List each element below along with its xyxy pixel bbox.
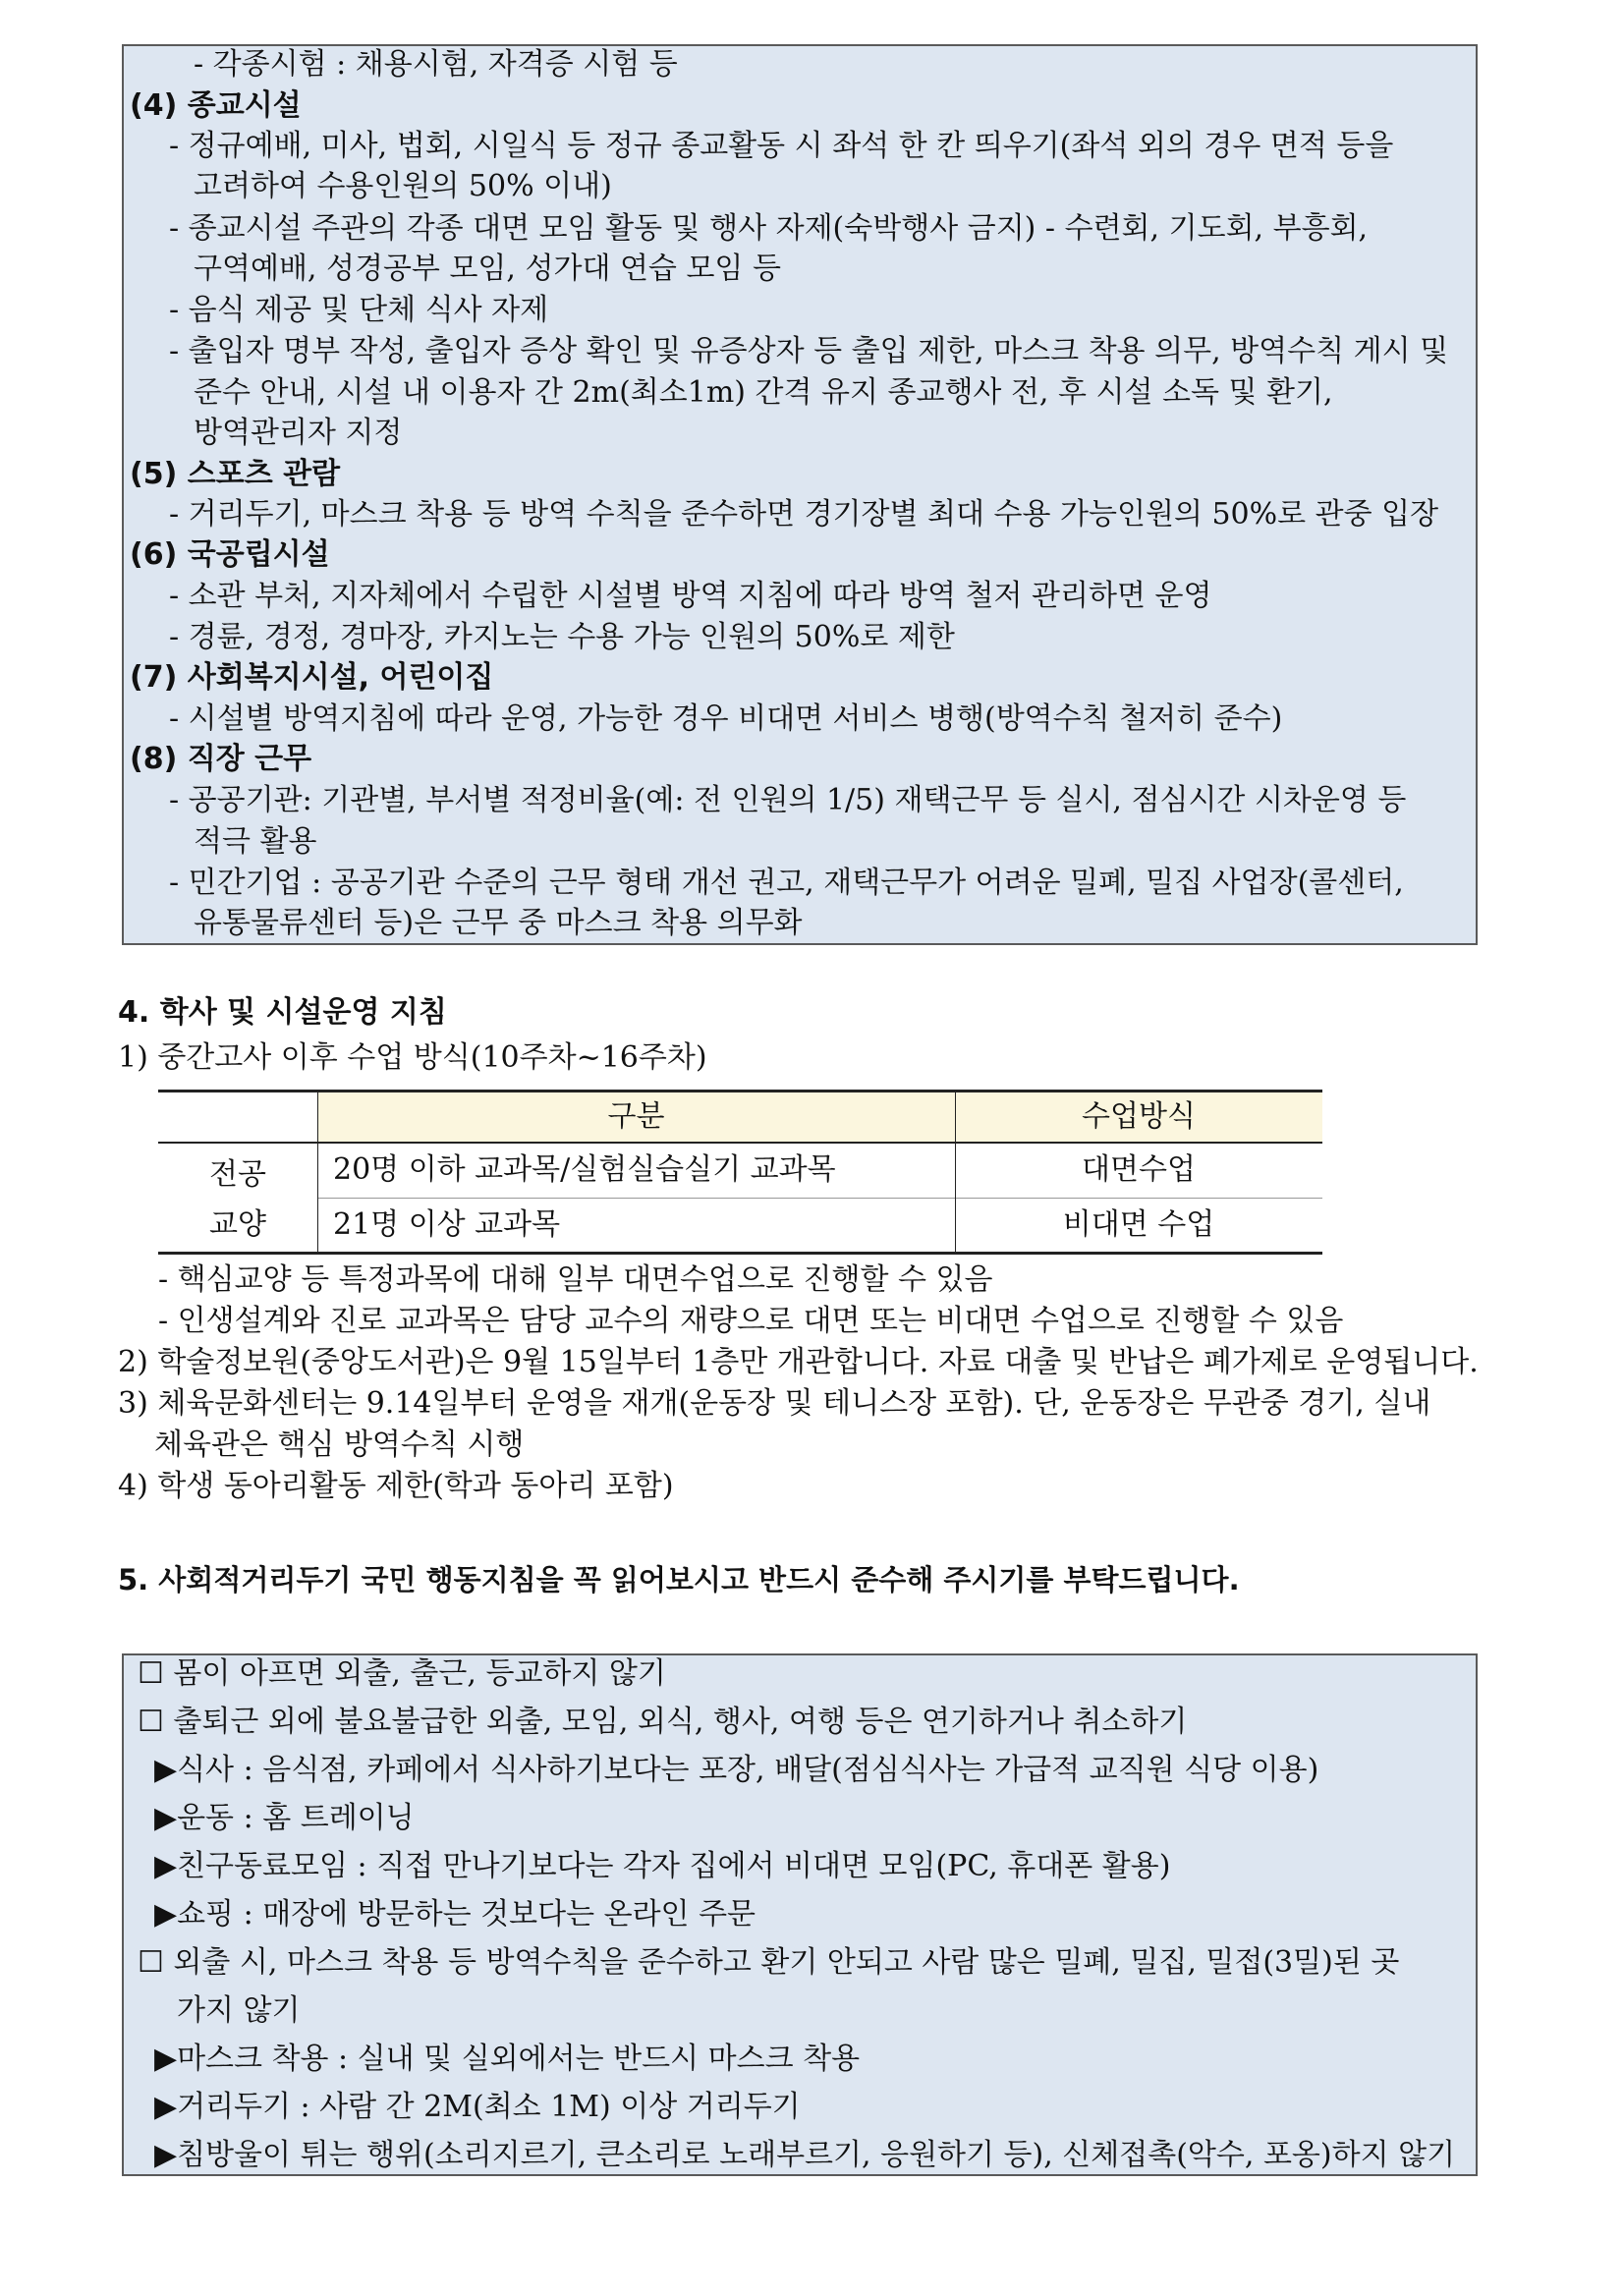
box1-heading-sports: (5) 스포츠 관람 bbox=[130, 457, 341, 491]
box2-line: ▶식사 : 음식점, 카페에서 식사하기보다는 포장, 배달(점심식사는 가급적 교직원 식당 이용) bbox=[154, 1753, 1319, 1787]
box1-line: 준수 안내, 시설 내 이용자 간 2m(최소1m) 간격 유지 종교행사 전, 후 시설 소독 및 환기, bbox=[194, 375, 1333, 410]
section5-heading: 5. 사회적거리두기 국민 행동지침을 꼭 읽어보시고 반드시 준수해 주시기를 부탁드립니다. bbox=[118, 1563, 1240, 1596]
box2-line: ☐ 외출 시, 마스크 착용 등 방역수칙을 준수하고 환기 안되고 사람 많은 밀폐, 밀집, 밀접(3밀)된 곳 bbox=[138, 1945, 1400, 1980]
box1-line: 적극 활용 bbox=[194, 824, 317, 859]
section4-heading: 4. 학사 및 시설운영 지침 bbox=[118, 995, 447, 1030]
table-header-method: 수업방식 bbox=[1082, 1099, 1196, 1134]
box1-line: - 각종시험 : 채용시험, 자격증 시험 등 bbox=[194, 47, 678, 82]
table-row-subject: 20명 이하 교과목/실험실습실기 교과목 bbox=[333, 1152, 836, 1187]
box1-heading-work: (8) 직장 근무 bbox=[130, 742, 312, 776]
table-border-header bbox=[158, 1142, 1322, 1144]
box1-line: - 시설별 방역지침에 따라 운영, 가능한 경우 비대면 서비스 병행(방역수칙 철저히 준수) bbox=[169, 701, 1283, 736]
table-group-major: 전공 bbox=[209, 1157, 266, 1192]
box2-line: ▶친구동료모임 : 직접 만나기보다는 각자 집에서 비대면 모임(PC, 휴대폰 활용) bbox=[154, 1849, 1171, 1883]
box1-line: 방역관리자 지정 bbox=[194, 416, 403, 450]
section4-item-library: 2) 학술정보원(중앙도서관)은 9월 15일부터 1층만 개관합니다. 자료 대출 및 반납은 폐가제로 운영됩니다. bbox=[118, 1345, 1479, 1379]
box1-line: - 민간기업 : 공공기관 수준의 근무 형태 개선 권고, 재택근무가 어려운 밀폐, 밀집 사업장(콜센터, bbox=[169, 866, 1404, 900]
box1-heading-public: (6) 국공립시설 bbox=[130, 537, 330, 572]
table-row-method: 대면수업 bbox=[1082, 1152, 1196, 1187]
box1-line: 구역예배, 성경공부 모임, 성가대 연습 모임 등 bbox=[194, 252, 781, 286]
table-border-row bbox=[317, 1198, 1322, 1199]
table-border-bottom bbox=[158, 1252, 1322, 1255]
box2-line: ☐ 출퇴근 외에 불요불급한 외출, 모임, 외식, 행사, 여행 등은 연기하거나 취소하기 bbox=[138, 1705, 1188, 1739]
box2-line: ▶침방울이 튀는 행위(소리지르기, 큰소리로 노래부르기, 응원하기 등), 신체접촉(악수, 포옹)하지 않기 bbox=[154, 2138, 1456, 2172]
section4-sub1: 1) 중간고사 이후 수업 방식(10주차~16주차) bbox=[118, 1040, 707, 1075]
box1-line: - 출입자 명부 작성, 출입자 증상 확인 및 유증상자 등 출입 제한, 마스크 착용 의무, 방역수칙 게시 및 bbox=[169, 334, 1449, 368]
box1-line: - 음식 제공 및 단체 식사 자제 bbox=[169, 293, 549, 327]
box1-line: 고려하여 수용인원의 50% 이내) bbox=[194, 169, 612, 203]
box1-line: - 종교시설 주관의 각종 대면 모임 활동 및 행사 자제(숙박행사 금지) - 수련회, 기도회, 부흥회, bbox=[169, 211, 1369, 246]
table-header-category: 구분 bbox=[607, 1099, 665, 1134]
box2-line: 가지 않기 bbox=[177, 1993, 301, 2028]
box1-line: - 공공기관: 기관별, 부서별 적정비율(예: 전 인원의 1/5) 재택근무 등 실시, 점심시간 시차운영 등 bbox=[169, 783, 1407, 817]
box1-line: - 소관 부처, 지자체에서 수립한 시설별 방역 지침에 따라 방역 철저 관리하면 운영 bbox=[169, 579, 1212, 613]
box2-line: ▶거리두기 : 사람 간 2M(최소 1M) 이상 거리두기 bbox=[154, 2090, 801, 2124]
section4-item-clubs: 4) 학생 동아리활동 제한(학과 동아리 포함) bbox=[118, 1469, 674, 1503]
table-row-subject: 21명 이상 교과목 bbox=[333, 1207, 561, 1242]
box1-line: - 거리두기, 마스크 착용 등 방역 수칙을 준수하면 경기장별 최대 수용 가능인원의 50%로 관중 입장 bbox=[169, 497, 1439, 532]
box1-line: - 경륜, 경정, 경마장, 카지노는 수용 가능 인원의 50%로 제한 bbox=[169, 620, 955, 654]
box2-line: ▶쇼핑 : 매장에 방문하는 것보다는 온라인 주문 bbox=[154, 1897, 756, 1932]
box2-line: ▶마스크 착용 : 실내 및 실외에서는 반드시 마스크 착용 bbox=[154, 2042, 861, 2076]
box2-line: ▶운동 : 홈 트레이닝 bbox=[154, 1801, 415, 1835]
table-group-liberal: 교양 bbox=[209, 1207, 266, 1242]
box1-heading-welfare: (7) 사회복지시설, 어린이집 bbox=[130, 660, 494, 695]
section4-note: - 인생설계와 진로 교과목은 담당 교수의 재량으로 대면 또는 비대면 수업으로 진행할 수 있음 bbox=[158, 1304, 1344, 1338]
section4-note: - 핵심교양 등 특정과목에 대해 일부 대면수업으로 진행할 수 있음 bbox=[158, 1262, 993, 1297]
table-border-top bbox=[158, 1090, 1322, 1092]
section4-item-continued: 체육관은 핵심 방역수칙 시행 bbox=[154, 1428, 525, 1462]
box1-line: 유통물류센터 등)은 근무 중 마스크 착용 의무화 bbox=[194, 906, 803, 940]
box1-heading-religious: (4) 종교시설 bbox=[130, 88, 302, 123]
class-method-table bbox=[158, 1090, 1322, 1255]
box1-line: - 정규예배, 미사, 법회, 시일식 등 정규 종교활동 시 좌석 한 칸 띄우기(좌석 외의 경우 면적 등을 bbox=[169, 129, 1394, 163]
table-row-method: 비대면 수업 bbox=[1062, 1207, 1215, 1242]
box2-line: ☐ 몸이 아프면 외출, 출근, 등교하지 않기 bbox=[138, 1656, 666, 1691]
section4-item-sports-center: 3) 체육문화센터는 9.14일부터 운영을 재개(운동장 및 테니스장 포함). 단, 운동장은 무관중 경기, 실내 bbox=[118, 1386, 1431, 1421]
